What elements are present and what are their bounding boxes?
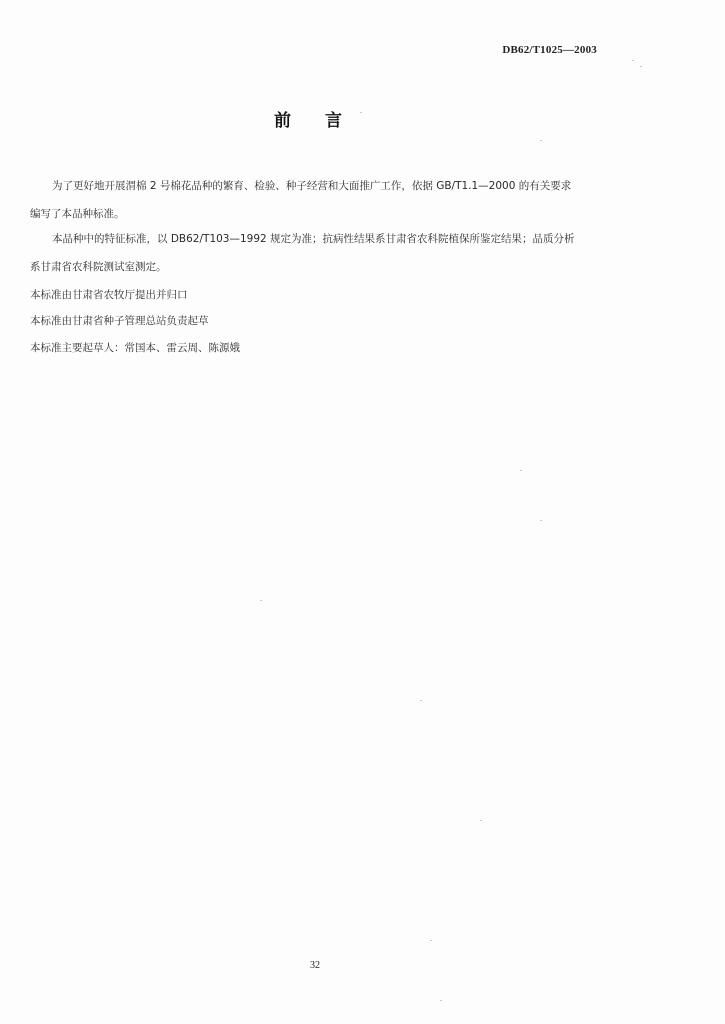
scan-speck [440, 1000, 442, 1001]
scan-speck [632, 60, 634, 61]
page-title: 前 言 [274, 111, 356, 131]
paragraph-1-line-2: 编写了本品种标准。 [30, 208, 125, 220]
scan-speck [420, 700, 422, 701]
scan-speck [360, 112, 362, 113]
paragraph-3: 本标准由甘肃省农牧厅提出并归口 [30, 289, 188, 301]
scan-speck [260, 600, 262, 601]
standard-code: DB62/T1025—2003 [502, 44, 597, 56]
paragraph-2-line-2: 系甘肃省农科院测试室测定。 [30, 261, 167, 273]
paragraph-2-line-1: 本品种中的特征标准，以 DB62/T103—1992 规定为准；抗病性结果系甘肃省农科院植保所鉴定结果；品质分析 [52, 233, 575, 245]
scan-speck [520, 470, 522, 471]
paragraph-5: 本标准主要起草人：常国本、雷云周、陈源娥 [30, 342, 240, 354]
scan-speck [540, 140, 542, 141]
scan-speck [480, 820, 482, 821]
scan-speck [540, 520, 542, 521]
scan-speck [430, 940, 432, 941]
page-number: 32 [310, 960, 320, 971]
paragraph-1-line-1: 为了更好地开展渭棉 2 号棉花品种的繁育、检验、种子经营和大面推广工作，依据 GB/T1.1—2000 的有关要求 [52, 180, 572, 192]
scan-speck [640, 66, 642, 67]
paragraph-4: 本标准由甘肃省种子管理总站负责起草 [30, 315, 209, 327]
